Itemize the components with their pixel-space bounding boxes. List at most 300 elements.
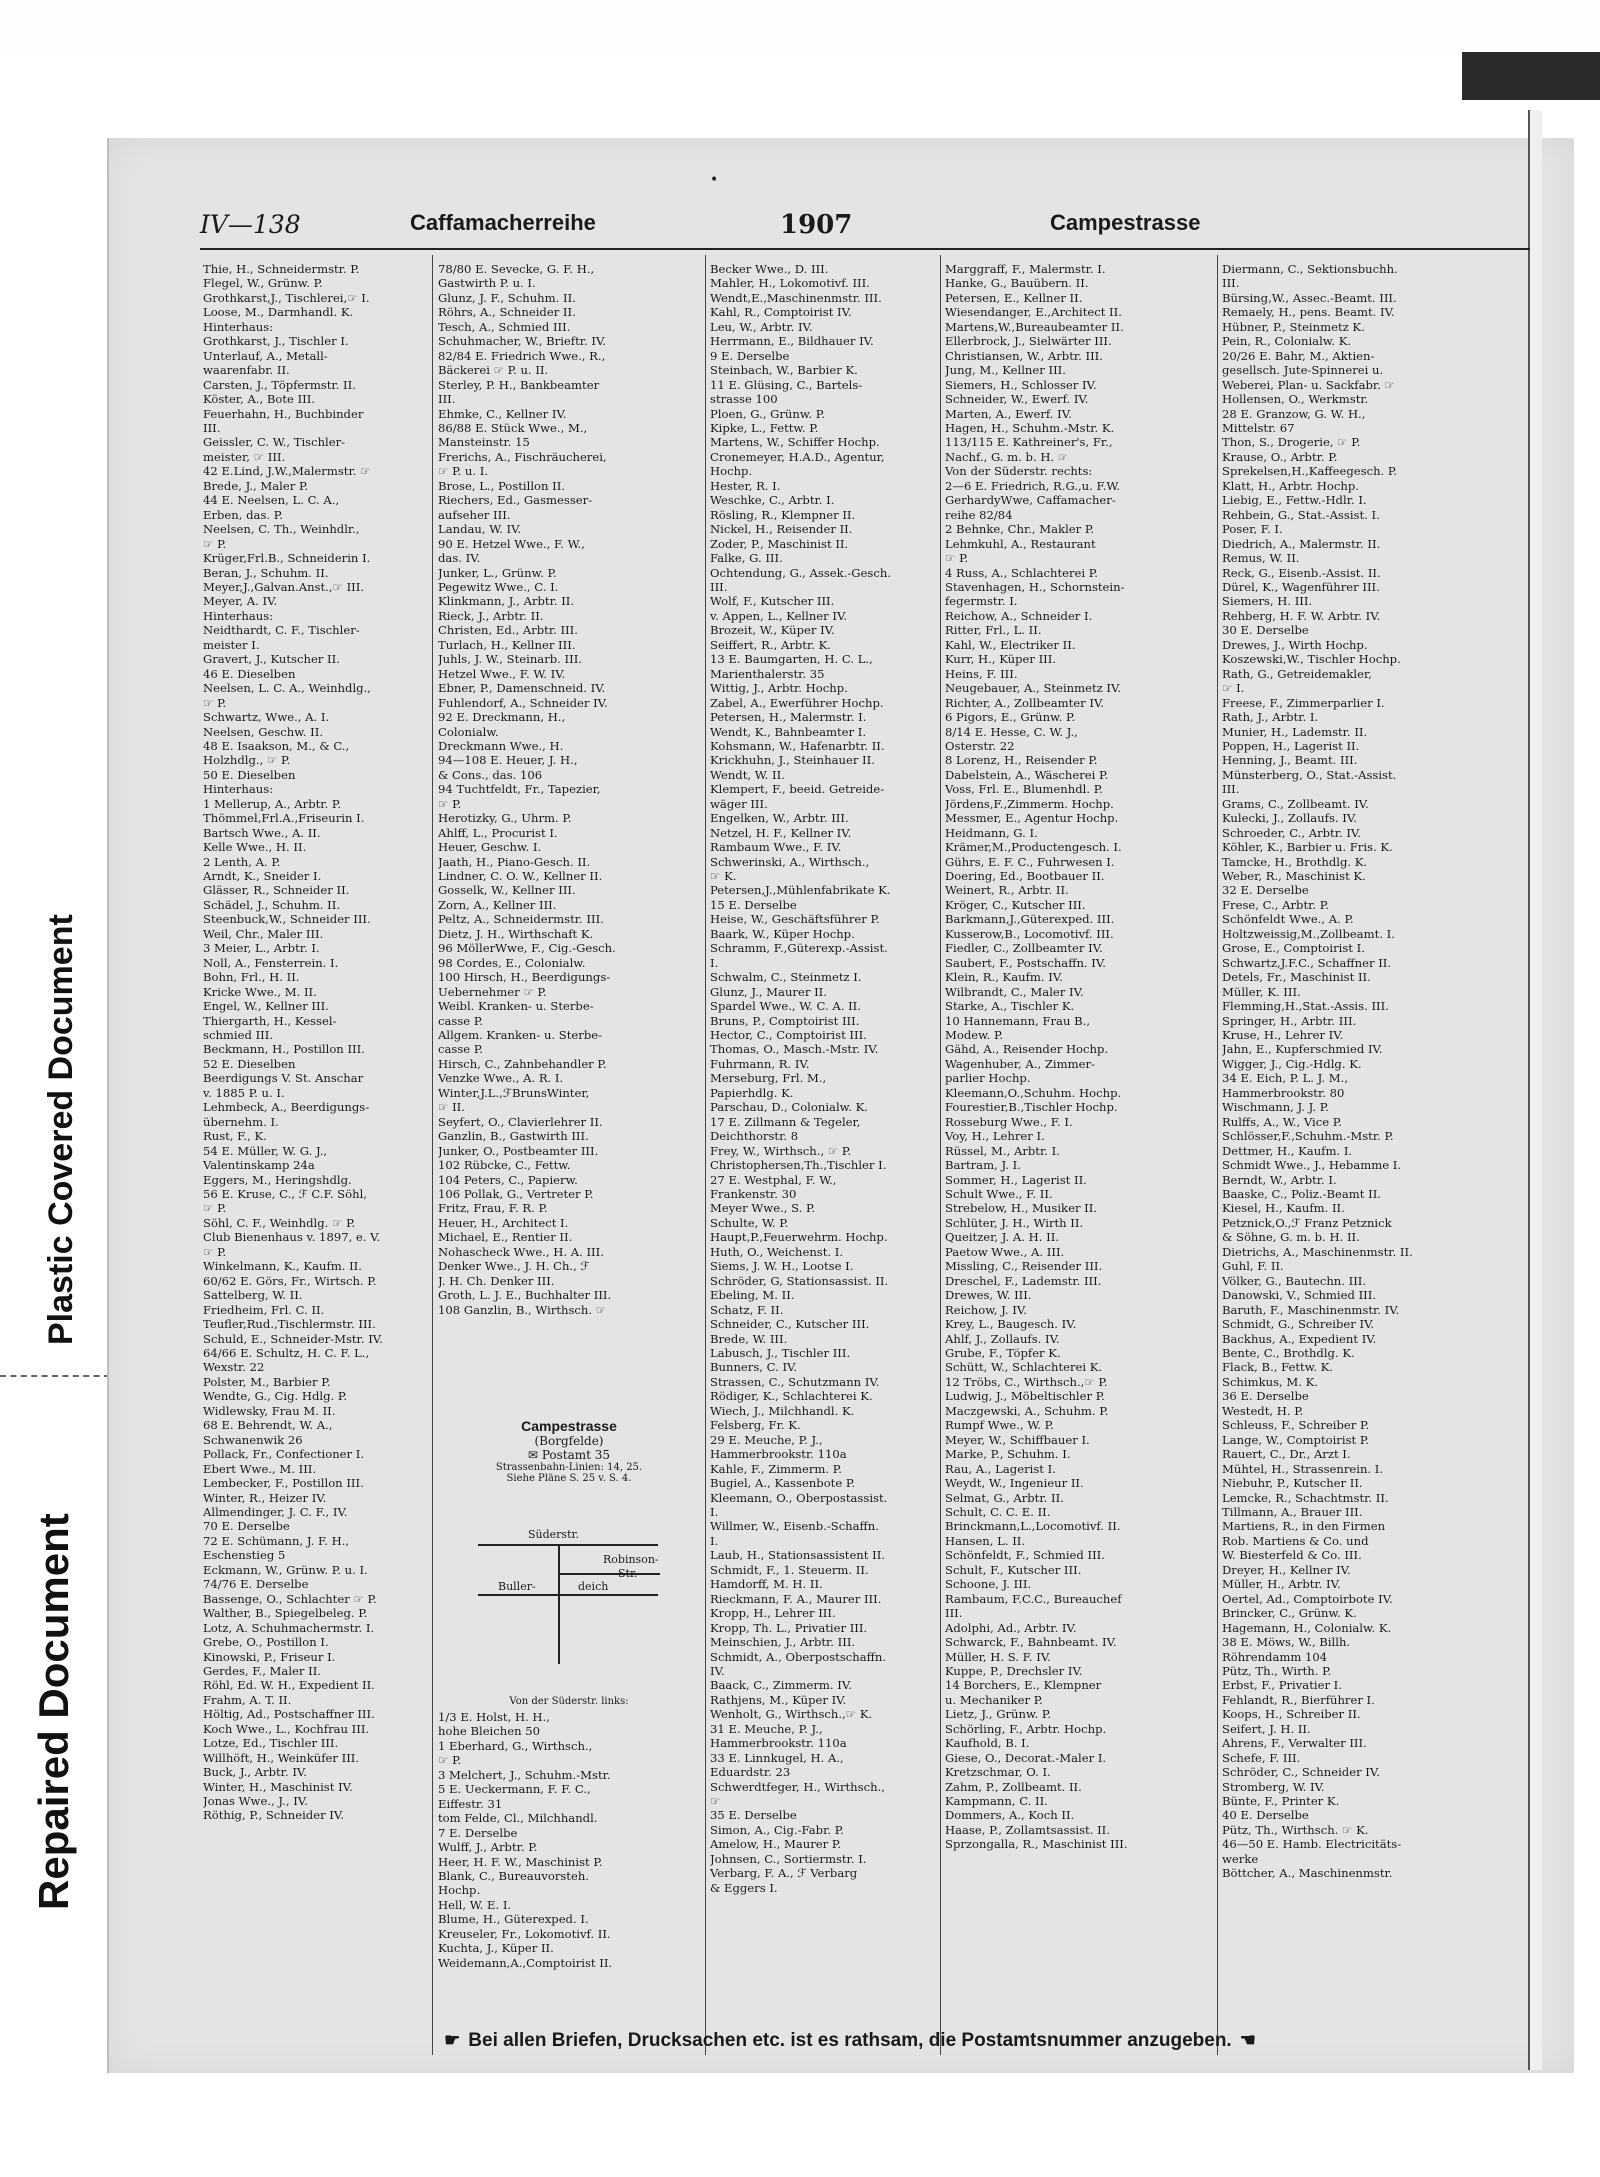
directory-entry: Gastwirth P. u. I.	[438, 276, 536, 291]
directory-entry: Reichow, J. IV.	[945, 1302, 1027, 1317]
directory-entry: 1 Eberhard, G., Wirthsch.,	[438, 1738, 593, 1753]
map-label-robinson: Robinson-	[603, 1553, 659, 1566]
directory-entry: & Söhne, G. m. b. H. II.	[1222, 1230, 1360, 1245]
directory-entry: Schlüter, J. H., Wirth II.	[945, 1215, 1084, 1230]
directory-entry: Spardel Wwe., W. C. A. II.	[710, 999, 861, 1014]
directory-entry: & Cons., das. 106	[438, 767, 543, 782]
directory-entry: Martens, W., Schiffer Hochp.	[710, 435, 880, 450]
directory-entry: Nohascheck Wwe., H. A. III.	[438, 1244, 604, 1259]
column-rule	[1217, 255, 1218, 2055]
directory-entry: Selmat, G., Arbtr. II.	[945, 1490, 1064, 1505]
directory-entry: Grothkarst,J., Tischlerei,☞ I.	[203, 290, 370, 305]
directory-entry: Flegel, W., Grünw. P.	[203, 276, 323, 291]
directory-entry: Teufler,Rud.,Tischlermstr. III.	[203, 1317, 376, 1332]
directory-entry: ☞ P.	[438, 1753, 462, 1768]
directory-entry: Hetzel Wwe., F. W. IV.	[438, 666, 566, 681]
page-header	[200, 210, 1540, 250]
directory-entry: Schröder, C., Schneider IV.	[1222, 1765, 1380, 1780]
top-mark: •	[710, 172, 719, 188]
directory-entry: Neelsen, Geschw. II.	[203, 724, 324, 739]
directory-column-2	[438, 262, 656, 1317]
directory-entry: 42 E.Lind, J.W.,Malermstr. ☞	[203, 464, 371, 479]
directory-entry: Peltz, A., Schneidermstr. III.	[438, 912, 604, 927]
envelope-icon: ✉	[527, 1448, 538, 1462]
map-label-robinson2: Str.	[618, 1567, 638, 1580]
directory-entry: Willhöft, H., Weinküfer III.	[203, 1750, 360, 1765]
directory-entry: Huth, O., Weichenst. I.	[710, 1244, 844, 1259]
directory-entry: Backhus, A., Expedient IV.	[1222, 1331, 1377, 1346]
directory-entry: Wendte, G., Cig. Hdlg. P.	[203, 1389, 348, 1404]
directory-entry: Ahlff, L., Procurist I.	[438, 825, 558, 840]
directory-entry: Bassenge, O., Schlachter ☞ P.	[203, 1591, 377, 1606]
directory-entry: Schütt, W., Schlachterei K.	[945, 1360, 1103, 1375]
header-rule	[200, 248, 1530, 250]
directory-entry: Rob. Martiens & Co. und	[1222, 1533, 1369, 1548]
directory-entry: Parschau, D., Colonialw. K.	[710, 1100, 868, 1115]
directory-entry: ☞ P. u. I.	[438, 464, 489, 479]
directory-entry: Holzhdlg., ☞ P.	[203, 753, 291, 768]
directory-entry: Denker Wwe., J. H. Ch., ℱ	[438, 1259, 590, 1274]
directory-entry: Lembecker, F., Postillon III.	[203, 1476, 364, 1491]
directory-entry: Remus, W. II.	[1222, 551, 1300, 566]
directory-entry: GerhardyWwe, Caffamacher-	[945, 493, 1116, 508]
directory-entry: ☞	[710, 1794, 721, 1809]
map-road	[558, 1544, 560, 1664]
directory-column-5	[1222, 262, 1440, 1881]
directory-entry: Müller, K. III.	[1222, 984, 1301, 999]
directory-entry: Simon, A., Cig.-Fabr. P.	[710, 1822, 844, 1837]
directory-entry: ☞ P.	[203, 1244, 227, 1259]
directory-entry: Weibl. Kranken- u. Sterbe-	[438, 999, 594, 1014]
tram-lines: Strassenbahn-Linien: 14, 25.	[495, 1462, 643, 1473]
directory-entry: Glunz, J. F., Schuhm. II.	[438, 290, 576, 305]
directory-entry: Dietz, J. H., Wirthschaft K.	[438, 926, 594, 941]
directory-entry: Deichthorstr. 8	[710, 1129, 799, 1144]
directory-entry: Schleuss, F., Schreiber P.	[1222, 1418, 1370, 1433]
directory-entry: Munier, H., Lademstr. II.	[1222, 724, 1368, 739]
directory-column-1	[203, 262, 421, 1823]
directory-entry: Kelle Wwe., H. II.	[203, 840, 307, 855]
directory-entry: Nickel, H., Reisender II.	[710, 522, 853, 537]
directory-entry: Müller, H. S. F. IV.	[945, 1649, 1051, 1664]
directory-entry: Grothkarst, J., Tischler I.	[203, 334, 349, 349]
directory-entry: 96 MöllerWwe, F., Cig.-Gesch.	[438, 941, 616, 956]
directory-entry: Pollack, Fr., Confectioner I.	[203, 1447, 365, 1462]
directory-entry: Drewes, J., Wirth Hochp.	[1222, 637, 1368, 652]
directory-entry: Schoone, J. III.	[945, 1577, 1032, 1592]
directory-entry: Koszewski,W., Tischler Hochp.	[1222, 652, 1401, 667]
directory-entry: Siems, J. W. H., Lootse I.	[710, 1259, 854, 1274]
directory-entry: 6 Pigors, E., Grünw. P.	[945, 710, 1076, 725]
directory-entry: 2—6 E. Friedrich, R.G.,u. F.W.	[945, 478, 1120, 493]
directory-entry: Sommer, H., Lagerist II.	[945, 1172, 1087, 1187]
directory-entry: Thomas, O., Masch.-Mstr. IV.	[710, 1042, 879, 1057]
directory-entry: Pein, R., Colonialw. K.	[1222, 334, 1352, 349]
directory-entry: Schwerdtfeger, H., Wirthsch.,	[710, 1779, 885, 1794]
directory-entry: Rieck, J., Arbtr. II.	[438, 608, 544, 623]
directory-entry: Geissler, C. W., Tischler-	[203, 435, 346, 450]
directory-entry: Stromberg, W. IV.	[1222, 1779, 1325, 1794]
directory-entry: Blume, H., Güterexped. I.	[438, 1912, 589, 1927]
directory-entry: strasse 100	[710, 392, 778, 407]
directory-entry: Brozeit, W., Küper IV.	[710, 623, 835, 638]
directory-entry: Weydt, W., Ingenieur II.	[945, 1476, 1084, 1491]
directory-entry: Hollensen, O., Werkmstr.	[1222, 392, 1369, 407]
directory-entry: Siemers, H., Schlosser IV.	[945, 377, 1097, 392]
directory-entry: Rieckmann, F. A., Maurer III.	[710, 1591, 882, 1606]
scan-background	[0, 0, 1600, 50]
directory-entry: Ahrens, F., Verwalter III.	[1222, 1736, 1367, 1751]
directory-entry: 50 E. Dieselben	[203, 767, 296, 782]
directory-entry: Rödiger, K., Schlachterei K.	[710, 1389, 873, 1404]
directory-entry: Fuhrmann, R. IV.	[710, 1056, 810, 1071]
directory-entry: Hirsch, C., Zahnbehandler P.	[438, 1056, 607, 1071]
directory-entry: Winkelmann, K., Kaufm. II.	[203, 1259, 362, 1274]
directory-entry: Ehmke, C., Kellner IV.	[438, 406, 567, 421]
directory-entry: Kröger, C., Kutscher III.	[945, 897, 1086, 912]
directory-entry: Müller, H., Arbtr. IV.	[1222, 1577, 1341, 1592]
directory-entry: Schönfeldt Wwe., A. P.	[1222, 912, 1354, 927]
page-edge	[1528, 110, 1542, 2070]
directory-entry: Grube, F., Töpfer K.	[945, 1345, 1061, 1360]
directory-entry: Kaufhold, B. I.	[945, 1736, 1030, 1751]
directory-entry: Springer, H., Arbtr. III.	[1222, 1013, 1357, 1028]
directory-column-4	[945, 262, 1163, 1852]
directory-entry: Schroeder, C., Arbtr. IV.	[1222, 825, 1361, 840]
directory-entry: & Eggers I.	[710, 1880, 778, 1895]
directory-entry: Eckmann, W., Grünw. P. u. I.	[203, 1562, 368, 1577]
directory-entry: Landau, W. IV.	[438, 522, 522, 537]
directory-entry: Weberei, Plan- u. Sackfabr. ☞	[1222, 377, 1395, 392]
directory-entry: Hammerbrookstr. 110a	[710, 1736, 847, 1751]
directory-entry: Freese, F., Zimmerparlier I.	[1222, 695, 1385, 710]
directory-entry: Voy, H., Lehrer I.	[945, 1129, 1045, 1144]
directory-entry: Gravert, J., Kutscher II.	[203, 652, 340, 667]
directory-entry: Poppen, H., Lagerist II.	[1222, 738, 1360, 753]
directory-entry: 92 E. Dreckmann, H.,	[438, 710, 566, 725]
directory-entry: Eduardstr. 23	[710, 1765, 791, 1780]
directory-entry: wäger III.	[710, 796, 768, 811]
directory-entry: Berndt, W., Arbtr. I.	[1222, 1172, 1337, 1187]
directory-entry: Colonialw.	[438, 724, 499, 739]
directory-entry: Hochp.	[438, 1883, 481, 1898]
directory-entry: Henning, J., Beamt. III.	[1222, 753, 1358, 768]
directory-entry: Wendt,E.,Maschinenmstr. III.	[710, 290, 882, 305]
directory-entry: Brose, L., Postillon II.	[438, 478, 565, 493]
directory-entry: Rambaum, F.C.C., Bureauchef	[945, 1591, 1122, 1606]
directory-entry: Bunners, C. IV.	[710, 1360, 798, 1375]
directory-entry: Heuer, Geschw. I.	[438, 840, 542, 855]
directory-entry: Schefe, F. III.	[1222, 1750, 1301, 1765]
directory-entry: 8 Lorenz, H., Reisender P.	[945, 753, 1098, 768]
directory-entry: ☞ I.	[1222, 681, 1245, 696]
directory-entry: Schörling, F., Arbtr. Hochp.	[945, 1721, 1107, 1736]
directory-entry: Feuerhahn, H., Buchbinder	[203, 406, 364, 421]
directory-entry: parlier Hochp.	[945, 1071, 1031, 1086]
directory-entry: Niebuhr, P., Kutscher II.	[1222, 1476, 1363, 1491]
directory-entry: Schramm, F.,Güterexp.-Assist.	[710, 941, 888, 956]
directory-entry: Wulff, J., Arbtr. P.	[438, 1840, 538, 1855]
directory-entry: 108 Ganzlin, B., Wirthsch. ☞	[438, 1302, 607, 1317]
directory-entry: Kohsmann, W., Hafenarbtr. II.	[710, 738, 885, 753]
directory-entry: 46—50 E. Hamb. Electricitäts-	[1222, 1837, 1402, 1852]
directory-entry: 106 Pollak, G., Vertreter P.	[438, 1187, 594, 1201]
directory-entry: 44 E. Neelsen, L. C. A.,	[203, 493, 340, 508]
directory-entry: Danowski, V., Schmied III.	[1222, 1288, 1377, 1303]
directory-entry: Thie, H., Schneidermstr. P.	[203, 262, 360, 276]
directory-entry: Hester, R. I.	[710, 478, 781, 493]
directory-entry: Seifert, J. H. II.	[1222, 1721, 1311, 1736]
directory-entry: 2 Behnke, Chr., Makler P.	[945, 522, 1095, 537]
directory-entry: Noll, A., Fensterrein. I.	[203, 955, 339, 970]
directory-entry: Koops, H., Schreiber II.	[1222, 1707, 1361, 1722]
directory-entry: Flack, B., Fettw. K.	[1222, 1360, 1333, 1375]
directory-entry: Modew. P.	[945, 1028, 1004, 1043]
directory-entry: 113/115 E. Kathreiner's, Fr.,	[945, 435, 1113, 450]
street-left: Caffamacherreihe	[410, 210, 596, 235]
column-rule	[705, 255, 706, 2055]
directory-entry: Giese, O., Decorat.-Maler I.	[945, 1750, 1107, 1765]
directory-entry: Grams, C., Zollbeamt. IV.	[1222, 796, 1369, 811]
directory-entry: Eggers, M., Heringshdlg.	[203, 1172, 352, 1187]
directory-entry: Venzke Wwe., A. R. I.	[438, 1071, 564, 1086]
directory-entry: Remaely, H., pens. Beamt. IV.	[1222, 305, 1395, 320]
directory-entry: Missling, C., Reisender III.	[945, 1259, 1103, 1274]
directory-entry: Glässer, R., Schneider II.	[203, 883, 350, 898]
directory-entry: 34 E. Eich, P. L. J. M.,	[1222, 1071, 1349, 1086]
directory-entry: 40 E. Derselbe	[1222, 1808, 1309, 1823]
directory-entry: Krämer,M.,Productengesch. I.	[945, 840, 1122, 855]
directory-entry: ☞ K.	[710, 869, 737, 884]
directory-entry: 38 E. Möws, W., Billh.	[1222, 1635, 1351, 1650]
directory-entry: Hamdorff, M. H. II.	[710, 1577, 823, 1592]
directory-entry: Frankenstr. 30	[710, 1187, 797, 1201]
directory-entry: Carsten, J., Töpfermstr. II.	[203, 377, 356, 392]
directory-entry: I.	[710, 1533, 719, 1548]
directory-entry: Hinterhaus:	[203, 319, 274, 334]
directory-entry: Neelsen, L. C. A., Weinhdlg.,	[203, 681, 371, 696]
directory-entry: Engelken, W., Arbtr. III.	[710, 811, 849, 826]
directory-entry: Marggraff, F., Malermstr. I.	[945, 262, 1106, 276]
directory-entry: Völker, G., Bautechn. III.	[1222, 1273, 1367, 1288]
directory-entry: 98 Cordes, E., Colonialw.	[438, 955, 586, 970]
directory-entry: Lindner, C. O. W., Kellner II.	[438, 869, 603, 884]
street-map	[478, 1528, 668, 1678]
directory-entry: Dreckmann Wwe., H.	[438, 738, 564, 753]
directory-entry: Schwartz, Wwe., A. I.	[203, 710, 330, 725]
postamt-text: Postamt 35	[541, 1448, 611, 1462]
directory-entry: Detels, Fr., Maschinist II.	[1222, 970, 1371, 985]
directory-entry: Hagemann, H., Colonialw. K.	[1222, 1620, 1392, 1635]
directory-entry: Frahm, A. T. II.	[203, 1692, 292, 1707]
directory-entry: III.	[1222, 276, 1240, 291]
directory-entry: waarenfabr. II.	[203, 363, 290, 378]
directory-entry: Schatz, F. II.	[710, 1302, 784, 1317]
directory-entry: Schult Wwe., F. II.	[945, 1187, 1053, 1201]
directory-entry: Pegewitz Wwe., C. I.	[438, 579, 559, 594]
directory-entry: 3 Meier, L., Arbtr. I.	[203, 941, 320, 956]
directory-entry: Klempert, F., beeid. Getreide-	[710, 782, 885, 797]
directory-entry: Bartram, J. I.	[945, 1158, 1021, 1173]
map-road	[478, 1544, 658, 1546]
directory-entry: Friedheim, Frl. C. II.	[203, 1302, 325, 1317]
directory-entry: Hammerbrookstr. 110a	[710, 1447, 847, 1462]
directory-entry: Christophersen,Th.,Tischler I.	[710, 1158, 887, 1173]
directory-entry: Fuhlendorf, A., Schneider IV.	[438, 695, 608, 710]
directory-entry: Rehbein, G., Stat.-Assist. I.	[1222, 507, 1380, 522]
directory-entry: Glunz, J., Maurer II.	[710, 984, 827, 999]
directory-entry: aufseher III.	[438, 507, 511, 522]
pointing-hand-icon: ☛	[444, 2030, 461, 2050]
directory-entry: hohe Bleichen 50	[438, 1724, 540, 1739]
directory-entry: Kleemann, O., Oberpostassist.	[710, 1490, 888, 1505]
directory-entry: Bente, C., Brothdlg. K.	[1222, 1345, 1355, 1360]
directory-entry: Hagen, H., Schuhm.-Mstr. K.	[945, 420, 1115, 435]
directory-entry: Oertel, Ad., Comptoirbote IV.	[1222, 1591, 1393, 1606]
directory-entry: Klatt, H., Arbtr. Hochp.	[1222, 478, 1359, 493]
directory-entry: Sprekelsen,H.,Kaffeegesch. P.	[1222, 464, 1398, 479]
postamt	[438, 1448, 700, 1462]
directory-entry: I.	[710, 955, 719, 970]
directory-entry: ☞ P.	[945, 551, 969, 566]
directory-entry: Liebig, E., Fettw.-Hdlr. I.	[1222, 493, 1367, 508]
directory-entry: 36 E. Derselbe	[1222, 1389, 1309, 1404]
directory-entry: ☞ P.	[203, 1201, 227, 1216]
directory-entry: Bartsch Wwe., A. II.	[203, 825, 321, 840]
directory-entry: Baaske, C., Poliz.-Beamt II.	[1222, 1187, 1381, 1201]
plan-ref: Siehe Pläne S. 25 v. S. 4.	[506, 1473, 632, 1484]
directory-entry: 94—108 E. Heuer, J. H.,	[438, 753, 578, 768]
directory-entry: Junker, L., Grünw. P.	[438, 565, 557, 580]
directory-entry: Voss, Frl. E., Blumenhdl. P.	[945, 782, 1103, 797]
directory-entry: Walther, B., Spiegelbeleg. P.	[203, 1606, 368, 1621]
directory-entry: Diedrich, A., Malermstr. II.	[1222, 536, 1381, 551]
directory-entry: 1 Mellerup, A., Arbtr. P.	[203, 796, 342, 811]
directory-entry: I.	[710, 1504, 719, 1519]
directory-entry: Rauert, C., Dr., Arzt I.	[1222, 1447, 1351, 1462]
directory-entry: Drewes, W. III.	[945, 1288, 1032, 1303]
directory-entry: Sprzongalla, R., Maschinist III.	[945, 1837, 1128, 1852]
directory-entry: Heidmann, G. I.	[945, 825, 1038, 840]
directory-entry: Hansen, L. II.	[945, 1533, 1026, 1548]
directory-entry: Strassen, C., Schutzmann IV.	[710, 1374, 880, 1389]
directory-entry: werke	[1222, 1851, 1259, 1866]
directory-entry: ☞ P.	[438, 796, 462, 811]
directory-entry: casse P.	[438, 1042, 483, 1057]
directory-entry: 27 E. Westphal, F. W.,	[710, 1172, 837, 1187]
directory-entry: Unterlauf, A., Metall-	[203, 348, 328, 363]
page-number: IV—138	[200, 210, 301, 239]
directory-entry: 56 E. Kruse, C., ℱ C.F. Söhl,	[203, 1187, 367, 1201]
directory-entry: Schmidt, G., Schreiber IV.	[1222, 1317, 1375, 1332]
directory-entry: Schult, C. C. E. II.	[945, 1504, 1051, 1519]
directory-entry: 74/76 E. Derselbe	[203, 1577, 309, 1592]
directory-entry: Dreyer, H., Kellner IV.	[1222, 1562, 1351, 1577]
directory-entry: Wiesendanger, E.,Architect II.	[945, 305, 1122, 320]
directory-entry: Hector, C., Comptoirist III.	[710, 1028, 867, 1043]
directory-entry: Arndt, K., Sneider I.	[203, 869, 322, 884]
directory-entry: Steinbach, W., Barbier K.	[710, 363, 858, 378]
directory-entry: Heise, W., Geschäftsführer P.	[710, 912, 880, 927]
directory-entry: III.	[1222, 782, 1240, 797]
directory-entry: Junker, O., Postbeamter III.	[438, 1143, 599, 1158]
directory-entry: Seiffert, R., Arbtr. K.	[710, 637, 831, 652]
directory-entry: Gosselk, W., Kellner III.	[438, 883, 576, 898]
directory-entry: u. Mechaniker P.	[945, 1692, 1043, 1707]
directory-entry: Weidemann,A.,Comptoirist II.	[438, 1955, 613, 1970]
directory-entry: Rambaum Wwe., F. IV.	[710, 840, 842, 855]
directory-entry: Guhl, F. II.	[1222, 1259, 1284, 1274]
directory-entry: tom Felde, Cl., Milchhandl.	[438, 1811, 598, 1826]
directory-entry: Meinschien, J., Arbtr. III.	[710, 1635, 856, 1650]
directory-entry: 54 E. Müller, W. G. J.,	[203, 1143, 328, 1158]
directory-entry: Rösling, R., Klempner II.	[710, 507, 856, 522]
directory-entry: Riechers, Ed., Gasmesser-	[438, 493, 593, 508]
directory-entry: Ellerbrock, J., Sielwärter III.	[945, 334, 1112, 349]
directory-entry: Klein, R., Kaufm. IV.	[945, 970, 1063, 985]
directory-entry: Herrmann, E., Bildhauer IV.	[710, 334, 874, 349]
directory-entry: Petersen,J.,Mühlenfabrikate K.	[710, 883, 891, 898]
directory-entry: Jonas Wwe., J., IV.	[203, 1794, 308, 1809]
directory-entry: Osterstr. 22	[945, 738, 1015, 753]
campestrasse-section	[438, 1418, 700, 1970]
directory-entry: Brincker, C., Grünw. K.	[1222, 1606, 1357, 1621]
directory-entry: Zabel, A., Ewerführer Hochp.	[710, 695, 884, 710]
directory-entry: Ganzlin, B., Gastwirth III.	[438, 1129, 589, 1144]
campestrasse-entries	[438, 1710, 700, 1970]
directory-entry: casse P.	[438, 1013, 483, 1028]
directory-entry: Pütz, Th., Wirthsch. ☞ K.	[1222, 1822, 1369, 1837]
directory-entry: Wittig, J., Arbtr. Hochp.	[710, 681, 848, 696]
year: 1907	[780, 210, 853, 240]
directory-entry: Sterley, P. H., Bankbeamter	[438, 377, 600, 392]
directory-entry: 94 Tuchtfeldt, Fr., Tapezier,	[438, 782, 601, 797]
directory-entry: Kropp, H., Lehrer III.	[710, 1606, 836, 1621]
directory-entry: Ludwig, J., Möbeltischler P.	[945, 1389, 1105, 1404]
directory-entry: Bünte, F., Printer K.	[1222, 1794, 1340, 1809]
directory-entry: Tillmann, A., Brauer III.	[1222, 1504, 1363, 1519]
directory-entry: Wendt, W. II.	[710, 767, 785, 782]
directory-entry: Queitzer, J. A. H. II.	[945, 1230, 1059, 1245]
directory-entry: Krüger,Frl.B., Schneiderin I.	[203, 551, 371, 566]
directory-entry: Marienthalerstr. 35	[710, 666, 825, 681]
directory-entry: gesellsch. Jute-Spinnerei u.	[1222, 363, 1384, 378]
directory-entry: 30 E. Derselbe	[1222, 623, 1309, 638]
directory-entry: Diermann, C., Sektionsbuchh.	[1222, 262, 1398, 276]
directory-entry: Fiedler, C., Zollbeamter IV.	[945, 941, 1103, 956]
directory-entry: Ochtendung, G., Assek.-Gesch.	[710, 565, 891, 580]
directory-entry: Ritter, Frl., L. II.	[945, 623, 1042, 638]
directory-entry: Rüssel, M., Arbtr. I.	[945, 1143, 1060, 1158]
directory-entry: Valentinskamp 24a	[203, 1158, 315, 1173]
directory-entry: 5 E. Ueckermann, F. F. C.,	[438, 1782, 591, 1797]
directory-entry: 48 E. Isaakson, M., & C.,	[203, 738, 350, 753]
directory-entry: Wischmann, J. J. P.	[1222, 1100, 1329, 1115]
directory-entry: Doering, Ed., Bootbauer II.	[945, 869, 1105, 884]
directory-entry: 72 E. Schümann, J. F. H.,	[203, 1533, 350, 1548]
directory-entry: reihe 82/84	[945, 507, 1013, 522]
footer-notice	[300, 2030, 1400, 2052]
directory-entry: Strebelow, H., Musiker II.	[945, 1201, 1098, 1216]
directory-entry: Marten, A., Ewerf. IV.	[945, 406, 1072, 421]
directory-entry: Schmidt, A., Oberpostschaffn.	[710, 1649, 887, 1664]
directory-entry: Dietrichs, A., Maschinenmstr. II.	[1222, 1244, 1413, 1259]
directory-entry: Dettmer, H., Kaufm. I.	[1222, 1143, 1353, 1158]
directory-entry: meister I.	[203, 637, 260, 652]
directory-entry: Groth, L. J. E., Buchhalter III.	[438, 1288, 612, 1303]
directory-entry: Meyer,J.,Galvan.Anst.,☞ III.	[203, 579, 365, 594]
directory-entry: Krickhuhn, J., Steinhauer II.	[710, 753, 875, 768]
